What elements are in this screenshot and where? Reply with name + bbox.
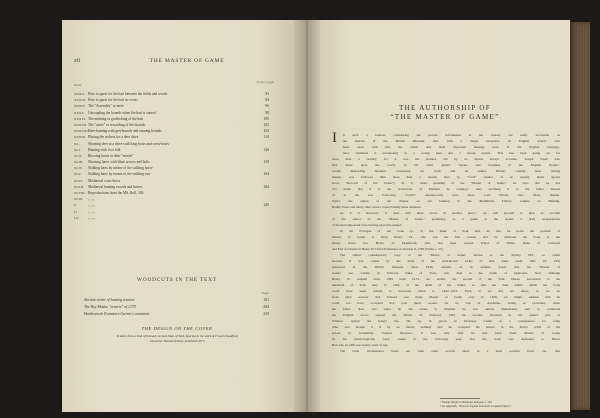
text-line: more than a century; for it was the learned, but by no means always accurate, Joseph Strutt who bbox=[332, 157, 560, 161]
plate-title: Shooting hares with blunt arrows and bolts bbox=[88, 160, 150, 165]
text-line: time, and though it is by no means unlikely that he occupied his leisure in the dreary walls of his bbox=[332, 325, 560, 329]
text-line: his father died, and when he did return to England he was almost immediately sent to command bbox=[332, 307, 560, 311]
text-line: because it was copied by the hand of the well-known scribe of that name (Add. MS. 16, 165) bbox=[332, 259, 560, 263]
plate-title: How to quest for the hart between the fields and woods bbox=[88, 92, 168, 96]
plate-title: How to quest for the hart in covert bbox=[88, 98, 138, 103]
text-line: n such a tedious, considering the precise information in the century are easily accessible on bbox=[343, 133, 560, 137]
plates-list bbox=[74, 91, 269, 221]
plate-title: Mediaeval hunting swords and knives bbox=[88, 184, 143, 189]
text-line: could have been written is narrowed down to 1402–1413. Even if we did not know, as we do bbox=[332, 289, 560, 293]
text-line: preserved in the British Museum since 1846, informs us in definite words that the "Master of bbox=[332, 265, 560, 269]
plate-column-label: Plate bbox=[74, 83, 82, 87]
plate-page: 100 bbox=[263, 116, 269, 121]
chapter-title: THE AUTHORSHIP OF bbox=[399, 104, 491, 112]
text-line: by his much-forgiving royal cousin in the following year, that the work was dedicated to Prince bbox=[332, 337, 560, 341]
woodcuts-list bbox=[84, 297, 269, 318]
plate-number: XXXVI. bbox=[74, 116, 87, 121]
text-line: of the author of the "Master of Game," premising, as a guide to the reader, a brief recapitulation bbox=[332, 217, 560, 221]
page-column-label: To face page bbox=[256, 80, 274, 84]
plate-number: XLV. bbox=[74, 172, 82, 177]
plate-title: Reproductions from the MS. Roll. 336 bbox=[88, 191, 144, 195]
text-line: In the Prologue of our book (p. 3) the Duke of York tells us that he holds the position of bbox=[340, 229, 560, 233]
open-book bbox=[62, 20, 590, 412]
woodcut-title: Ancient writer of hunting treatise bbox=[84, 298, 135, 302]
plate-page: 204 bbox=[263, 184, 269, 189]
plate-number: XLVIII. bbox=[74, 191, 86, 195]
woodcut-row bbox=[84, 311, 269, 318]
book-gutter bbox=[294, 20, 320, 412]
text-line: Hal, who in 1406 was twenty years of age. bbox=[332, 343, 389, 347]
plate-number: XLI. bbox=[74, 147, 81, 152]
plate-page: 240 bbox=[263, 203, 269, 208]
plate-title: ,, ,, ,, bbox=[88, 215, 96, 220]
text-line: certain misleading blunders concerning our work and its author. Blaine, coming next, adding bbox=[332, 169, 560, 173]
plate-number: XLIX. bbox=[74, 197, 84, 202]
text-line: could not have occupied that post much sooner, for he was in Aquitaine, acting as Governor, when bbox=[332, 301, 560, 305]
plate-page: 96 bbox=[265, 104, 269, 109]
plate-title: ,, ,, ,, bbox=[88, 203, 96, 208]
plate-title: Hare-hunting with greyhounds and running hounds bbox=[88, 129, 162, 134]
text-line: Wynn, the author of the chapter on old hunting in the Badminton Library volume on Hunting, bbox=[332, 199, 560, 203]
running-head: THE MASTER OF GAME bbox=[149, 58, 225, 64]
woodcut-row bbox=[84, 297, 269, 304]
plate-title: Hunting with foot folk bbox=[88, 147, 121, 152]
plate-title: ,, ,, ,, bbox=[88, 197, 96, 202]
plate-page: 146 bbox=[263, 147, 269, 152]
drop-cap: I bbox=[332, 130, 337, 146]
text-line: Hedley Peek, and many other writers copied blindly these mistakes. bbox=[332, 205, 422, 209]
plate-title: ,, ,, ,, bbox=[88, 209, 96, 214]
text-line: thereto, was followed little more than a decade later by "Cecil" (author of an equally much quoted bbox=[332, 175, 560, 179]
text-line: The almost contemporary copy of the "Master of Game" known as the Shirley MS., so called bbox=[340, 253, 560, 257]
plate-title: The undoing or gralloching of the hart bbox=[88, 116, 144, 121]
plate-number: XXXVII. bbox=[74, 122, 88, 127]
plate-title: Uncoupling the hounds when the hart is started bbox=[88, 110, 156, 115]
woodcut-row bbox=[84, 304, 269, 311]
plate-title: Shooting deer at a drive with long-bows and cross-bows bbox=[88, 141, 169, 146]
plate-title: Stalking harts by means of the stalking cart bbox=[88, 172, 151, 177]
plate-title: Placing the archers for a deer drive bbox=[88, 135, 139, 140]
footnote: ¹ Thomas Wright in Reliquiae Antiquae, i. 149. bbox=[440, 401, 493, 404]
cover-heading: THE DESIGN ON THE COVER bbox=[141, 326, 213, 331]
cover-note-line: Is taken from a Seal of Edward, second Duke of York, figuring in the work of Francis Sandford, bbox=[116, 334, 239, 338]
page-number: xii bbox=[74, 58, 80, 64]
text-line: have attributed it erroneously to a wrong man and a wrong period. This has been going on for bbox=[343, 151, 560, 155]
text-line: King's eldest son, Henry of Monmouth, who had been created Prince of Wales, Duke of Cornwall bbox=[332, 241, 560, 245]
plate-title: The "Assembly" or meet bbox=[88, 104, 124, 109]
woodcuts-heading: WOODCUTS IN THE TEXT bbox=[137, 277, 217, 283]
plate-title: Mediaeval cross-bows bbox=[88, 178, 121, 183]
text-line: have dealt with this the oldest and most important hunting book in the English language, bbox=[343, 145, 560, 149]
cover-note-line: Lancaster Herald of Arms, published 1677. bbox=[149, 339, 206, 343]
woodcut-page: 204 bbox=[263, 305, 269, 309]
text-line: prison by translating "Gaston Phoebus," it was only after he had been made Master of Game bbox=[332, 331, 560, 335]
plate-number: L. bbox=[74, 203, 78, 208]
text-line: Windsor against the King's life. He lay in prison in Pevensey Castle as a consequence for some bbox=[332, 319, 560, 323]
body-text bbox=[332, 132, 560, 354]
plate-title: Stalking harts by means of the stalking horse bbox=[88, 166, 153, 171]
text-line: As it is necessary to deal with these errors in another place,¹ we will proceed to give an account bbox=[340, 211, 560, 215]
footnote: ² See Appendix, "Terms in English Literature on Ancient Sport." bbox=[440, 405, 512, 408]
text-line: first threw upon the world, in his often quoted "Sports and Pastimes of the English People," bbox=[332, 163, 560, 167]
chapter-subtitle: “THE MASTER OF GAME” bbox=[390, 113, 500, 121]
text-line: the shelves of the British Museum, that, with a single exception, all English writers who bbox=[343, 139, 560, 143]
text-line: from other sources, that Edward was made Master of Game only in 1406, we might surmise that he bbox=[332, 295, 560, 299]
woodcut-title: The Roy Modus "venerie" of 1379 bbox=[84, 305, 136, 309]
plate-page: 94 bbox=[265, 98, 269, 103]
text-line: Henry IV. reigned from 1399 until 1413, our author, the second of the York Dukes, succeeded to the bbox=[332, 277, 560, 281]
plate-number: LII. bbox=[74, 215, 80, 220]
plate-page: 110 bbox=[263, 135, 269, 140]
woodcut-page: 239 bbox=[263, 312, 269, 316]
page-edges bbox=[570, 22, 590, 410]
left-page bbox=[62, 20, 294, 412]
footnote-rule bbox=[440, 398, 480, 399]
woodcut-page: 161 bbox=[263, 298, 269, 302]
plate-number: XLVI. bbox=[74, 178, 84, 183]
plate-number: XXXVIII. bbox=[74, 129, 89, 134]
plate-number: XLIV. bbox=[74, 166, 83, 171]
text-line: "no doubt that it is the production of Edmund de Langley," thus ascribing it to the father instead bbox=[332, 187, 560, 191]
plate-number: XL. bbox=[74, 141, 80, 146]
text-line: of the most important facts bearing upon this subject. bbox=[332, 223, 403, 227]
plate-page: 164 bbox=[263, 172, 269, 177]
plate-row bbox=[74, 215, 269, 221]
woodcuts-page-label: Page bbox=[261, 291, 269, 295]
plate-number: XXXIII. bbox=[74, 98, 87, 103]
plate-page: 158 bbox=[263, 160, 269, 165]
woodcut-title: Hardouin de Fontaines-Guérin's treatment bbox=[84, 312, 149, 316]
plate-number: XLIII. bbox=[74, 160, 84, 165]
text-line: dukedom of York only in 1402, at the death of his father, so that the time within which the book bbox=[332, 283, 560, 287]
plate-number: XXXII. bbox=[74, 92, 86, 96]
plate-page: 98 bbox=[265, 110, 269, 115]
text-line: of to the son. Following "Cecil's" untrustworthy lead, Jesse, Lord Wilton, Vero Shaw, Dalziel, bbox=[332, 193, 560, 197]
text-line: the English forces against the Welsh. In February 1405 he became involved in his sister's plot at bbox=[332, 313, 560, 317]
plate-page: 102 bbox=[263, 122, 269, 127]
plate-page: 92 bbox=[265, 92, 269, 96]
plate-number: XXXIX. bbox=[74, 135, 87, 140]
text-line: The latter circumstance bears out what other records show in a most positive form, viz., that bbox=[340, 349, 560, 353]
cover-note bbox=[90, 334, 265, 344]
plate-number: XXXIV. bbox=[74, 104, 86, 109]
right-page bbox=[320, 20, 570, 412]
plate-number: XLII. bbox=[74, 153, 83, 158]
plate-number: LI. bbox=[74, 209, 79, 214]
text-line: Master of Game to King Henry IV., who was his first cousin, and he dedicates his book to the bbox=[332, 235, 560, 239]
text-line: and Earl of Chester in Henry IV.'s first Parliament on October 6, 1399 (Wylie, i. 27). bbox=[332, 247, 444, 251]
plate-page: 104 bbox=[263, 129, 269, 134]
plate-number: XLVII. bbox=[74, 184, 85, 189]
plate-number: XXXV. bbox=[74, 110, 85, 115]
plate-title: Blowing horns in their "menée" bbox=[88, 153, 134, 158]
plate-title: The "curée" or rewarding of the hounds bbox=[88, 122, 146, 127]
text-line: book, "Records of the Chase"). In it, when speaking of the "Master of Game," he says that he has bbox=[332, 181, 560, 185]
text-line: Game" was written by Edward, Duke of York, who died at the battle of Agincourt. Now although bbox=[332, 271, 560, 275]
